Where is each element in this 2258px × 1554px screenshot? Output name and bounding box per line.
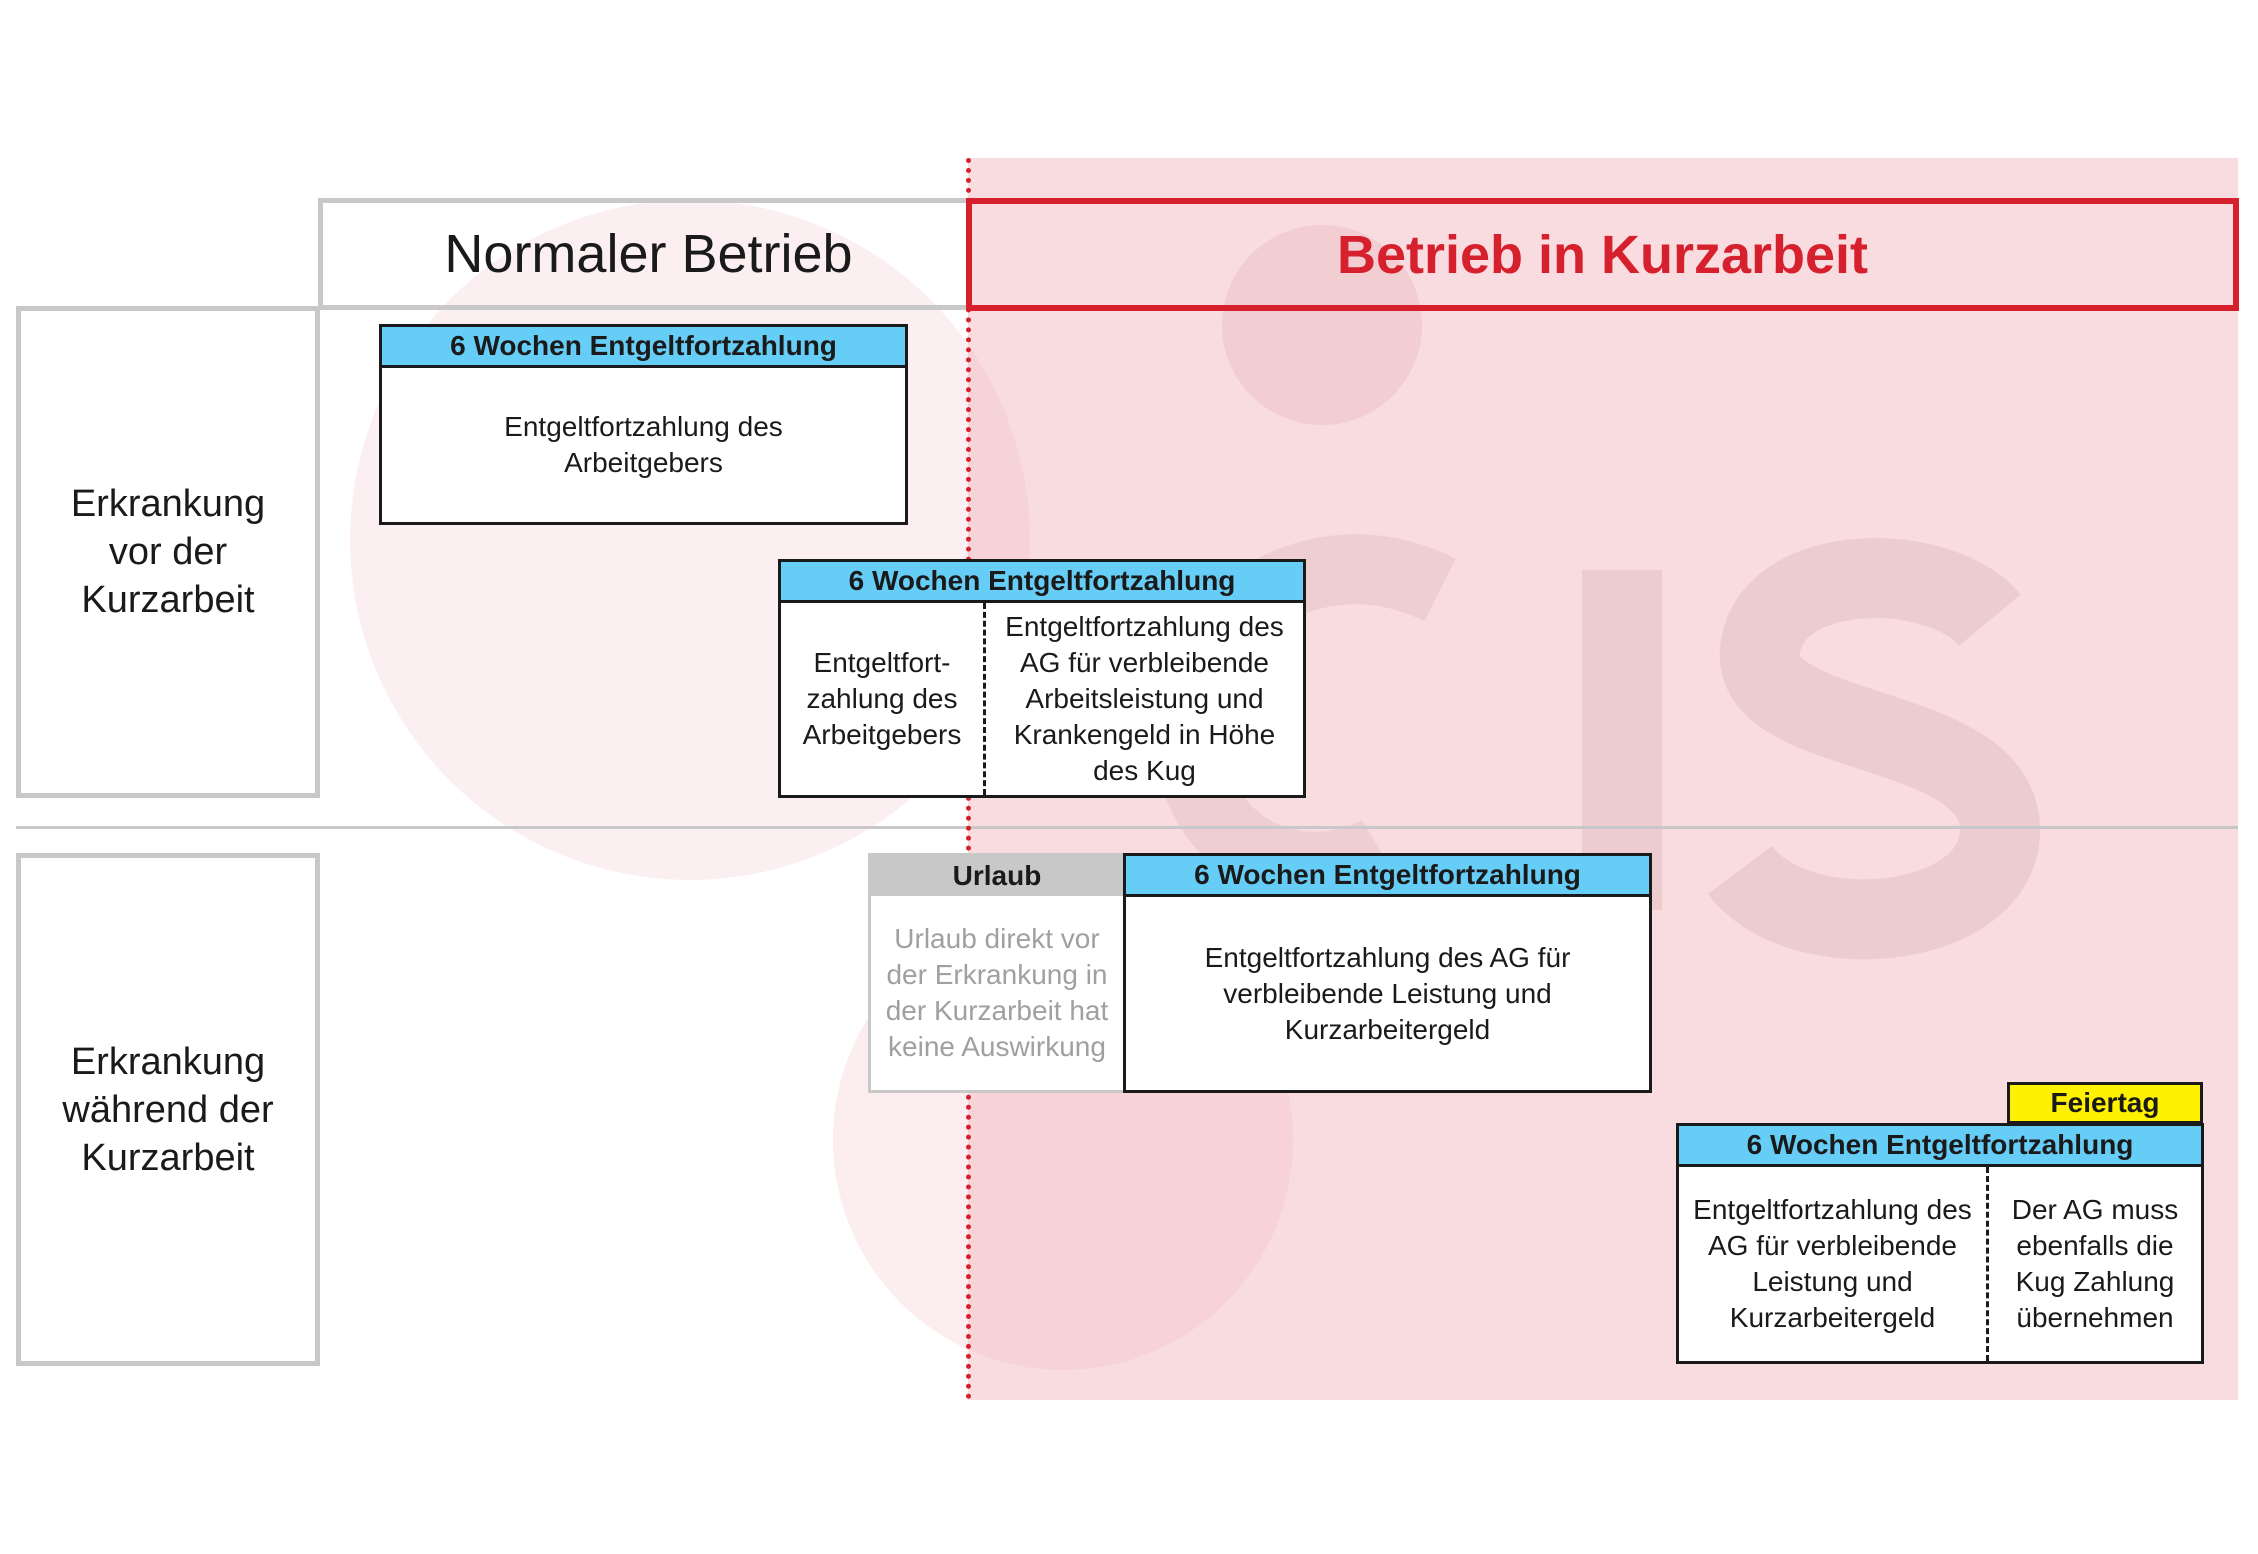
row-label-during-text: Erkrankung während der Kurzarbeit <box>62 1040 274 1179</box>
column-header-kurzarbeit-label: Betrieb in Kurzarbeit <box>1336 224 1869 285</box>
card-title: 6 Wochen Entgeltfortzahlung <box>1679 1126 2201 1167</box>
card-body <box>781 603 1303 795</box>
card-title: 6 Wochen Entgeltfortzahlung <box>781 562 1303 603</box>
watermark-letter-s <box>1740 578 2000 919</box>
card-text: Entgeltfortzahlung des Arbeitgebers <box>504 411 783 478</box>
card-body <box>1126 897 1649 1090</box>
card-text: Entgeltfortzahlung des AG für verbleibende Leistung und Kurzarbeitergeld <box>1204 941 1571 1045</box>
card-sickness-with-holiday <box>1676 1123 2204 1364</box>
card-title: 6 Wochen Entgeltfortzahlung <box>1126 856 1649 897</box>
column-header-kurzarbeit <box>966 198 2239 311</box>
row-divider <box>16 826 2238 829</box>
feiertag-badge <box>2007 1082 2203 1124</box>
row-label-before <box>16 306 320 798</box>
card-urlaub <box>868 853 1126 1093</box>
card-normal-sickness <box>379 324 908 525</box>
card-text: Urlaub direkt vor der Erkrankung in der Kurzarbeit hat keine Auswirkung <box>885 923 1109 1062</box>
card-body <box>871 896 1123 1090</box>
card-body <box>382 368 905 522</box>
card-text-right: Entgeltfortzahlung des AG für verbleibende Arbeitsleistung und Krankengeld in Höhe des Kug <box>983 603 1303 795</box>
card-text-left: Entgeltfort- zahlung des Arbeitgebers <box>802 647 962 750</box>
row-label-during <box>16 853 320 1366</box>
card-sickness-into-kurzarbeit <box>778 559 1306 798</box>
card-title: 6 Wochen Entgeltfortzahlung <box>382 327 905 368</box>
feiertag-label: Feiertag <box>2050 1087 2160 1118</box>
card-text-left: Entgeltfortzahlung des AG für verbleibende Leistung und Kurzarbeitergeld <box>1693 1194 1972 1333</box>
card-sickness-during-kurzarbeit <box>1123 853 1652 1093</box>
card-text-right: Der AG muss ebenfalls die Kug Zahlung übernehmen <box>1986 1167 2201 1361</box>
column-header-normal <box>318 198 974 310</box>
card-body <box>1679 1167 2201 1361</box>
column-header-normal-label: Normaler Betrieb <box>444 224 853 284</box>
card-title: Urlaub <box>871 856 1123 896</box>
row-label-before-text: Erkrankung vor der Kurzarbeit <box>70 483 266 621</box>
